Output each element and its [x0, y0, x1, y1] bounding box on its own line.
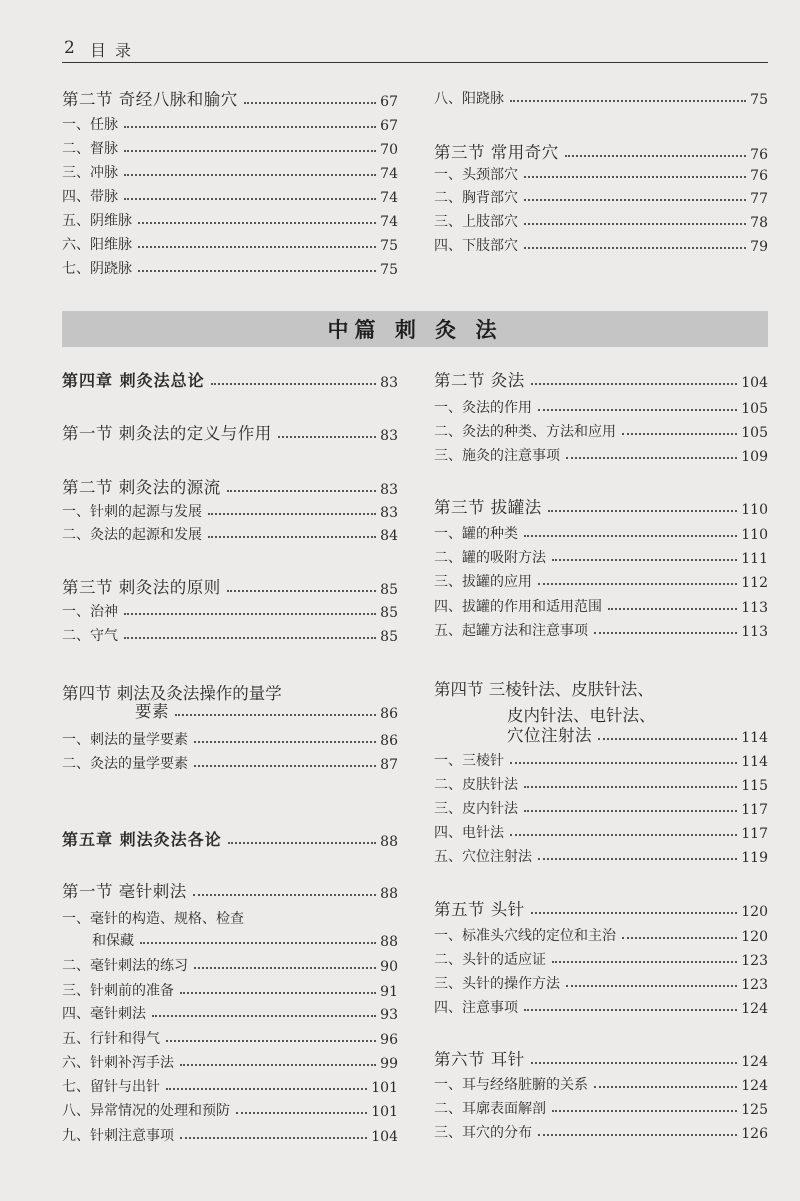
dot-leader [552, 559, 737, 561]
toc-entry-title: 三、上肢部穴 [434, 214, 518, 230]
dot-leader [598, 738, 737, 740]
toc-page-number: 112 [741, 575, 768, 591]
toc-page-number: 85 [380, 582, 398, 598]
toc-entry-title: 三、皮内针法 [434, 801, 518, 817]
toc-page-number: 123 [741, 977, 768, 993]
toc-item [434, 84, 768, 108]
dot-leader [140, 942, 376, 944]
toc-page-number: 109 [741, 449, 768, 465]
dot-leader [124, 174, 376, 176]
dot-leader [180, 992, 376, 994]
toc-page-number: 83 [380, 428, 398, 444]
toc-item [434, 770, 768, 794]
toc-entry-title: 三、耳穴的分布 [434, 1125, 532, 1141]
running-title: 目录 [90, 41, 141, 60]
toc-page-number: 120 [741, 929, 768, 945]
toc-entry-title: 一、任脉 [62, 117, 118, 133]
dot-leader [166, 1040, 376, 1042]
toc-entry-title: 第一节 毫针刺法 [62, 882, 187, 901]
toc-item [434, 183, 768, 207]
toc-page-number: 123 [741, 953, 768, 969]
toc-page-number: 113 [741, 624, 768, 640]
dot-leader [538, 583, 737, 585]
toc-item [434, 921, 768, 945]
dot-leader [138, 222, 376, 224]
dot-leader [124, 126, 376, 128]
toc-chapter [62, 367, 398, 391]
toc-entry-title: 九、针刺注意事项 [62, 1128, 174, 1144]
toc-page-number: 99 [380, 1056, 398, 1072]
toc-page-number: 120 [741, 904, 768, 920]
toc-page-number: 67 [380, 118, 398, 134]
toc-section [62, 86, 398, 110]
dot-leader [193, 894, 376, 896]
toc-page-number: 124 [741, 1054, 768, 1070]
toc-item [434, 1118, 768, 1142]
toc-page-number: 101 [371, 1080, 398, 1096]
toc-item [62, 597, 398, 621]
toc-item [62, 254, 398, 278]
toc-item [62, 951, 398, 975]
toc-page-number: 84 [380, 528, 398, 544]
dot-leader [278, 436, 376, 438]
dot-leader [524, 223, 746, 225]
toc-page-number: 86 [380, 706, 398, 722]
dot-leader [538, 858, 737, 860]
toc-item [434, 1070, 768, 1094]
toc-entry-title: 五、起罐方法和注意事项 [434, 623, 588, 639]
toc-page-number: 74 [380, 166, 398, 182]
toc-page-number: 119 [741, 850, 768, 866]
toc-entry-title: 三、头针的操作方法 [434, 976, 560, 992]
dot-leader [227, 490, 376, 492]
toc-item [62, 1096, 398, 1120]
toc-entry-title: 四、注意事项 [434, 1000, 518, 1016]
toc-item [434, 160, 768, 184]
toc-page-number: 87 [380, 757, 398, 773]
toc-page-number: 104 [741, 375, 768, 391]
toc-entry-title: 第一节 刺灸法的定义与作用 [62, 424, 272, 443]
toc-page-number: 101 [371, 1104, 398, 1120]
toc-entry-title: 二、皮肤针法 [434, 777, 518, 793]
toc-entry-title: 一、三棱针 [434, 753, 504, 769]
dot-leader [510, 762, 737, 764]
dot-leader [548, 510, 738, 512]
dot-leader [524, 247, 746, 249]
toc-item [434, 616, 768, 640]
toc-page-number: 113 [741, 600, 768, 616]
toc-page-number: 91 [380, 984, 398, 1000]
dot-leader [208, 536, 376, 538]
dot-leader [552, 1110, 737, 1112]
toc-item [62, 1072, 398, 1096]
dot-leader [138, 270, 376, 272]
toc-page-number: 93 [380, 1007, 398, 1023]
toc-entry-title: 第二节 灸法 [434, 371, 525, 390]
toc-page-number: 79 [750, 239, 768, 255]
toc-entry-title: 五、阴维脉 [62, 213, 132, 229]
toc-item [434, 543, 768, 567]
dot-leader [608, 608, 737, 610]
toc-section [62, 420, 398, 444]
toc-item [434, 567, 768, 591]
toc-item [434, 842, 768, 866]
toc-item [62, 520, 398, 544]
toc-entry-title: 四、下肢部穴 [434, 238, 518, 254]
toc-entry-title: 一、头颈部穴 [434, 167, 518, 183]
part-title: 中篇 刺 灸 法 [327, 317, 503, 342]
dot-leader [124, 637, 376, 639]
toc-page-number: 115 [741, 778, 768, 794]
dot-leader [194, 967, 376, 969]
dot-leader [538, 409, 737, 411]
toc-page-number: 83 [380, 375, 398, 391]
toc-item [434, 794, 768, 818]
toc-page-number: 86 [380, 733, 398, 749]
toc-entry-title: 五、穴位注射法 [434, 849, 532, 865]
dot-leader [594, 632, 737, 634]
dot-leader [227, 590, 376, 592]
toc-entry-title: 要素 [135, 702, 169, 721]
toc-item [434, 519, 768, 543]
toc-page-number: 78 [750, 215, 768, 231]
dot-leader [622, 937, 737, 939]
toc-entry-title: 一、刺法的量学要素 [62, 732, 188, 748]
toc-section-title: 第四节 刺法及灸法操作的量学 [62, 684, 282, 703]
dot-leader [124, 198, 376, 200]
toc-page-number: 124 [741, 1078, 768, 1094]
dot-leader [531, 383, 738, 385]
toc-entry-title: 五、行针和得气 [62, 1031, 160, 1047]
toc-page-number: 111 [741, 551, 768, 567]
toc-entry-title: 一、治神 [62, 604, 118, 620]
toc-page-number: 77 [750, 191, 768, 207]
toc-page-number: 70 [380, 142, 398, 158]
dot-leader [166, 1088, 367, 1090]
toc-page-number: 126 [741, 1126, 768, 1142]
toc-entry-title: 一、针刺的起源与发展 [62, 504, 202, 520]
dot-leader [622, 433, 737, 435]
toc-item [62, 621, 398, 645]
toc-item [62, 1048, 398, 1072]
toc-item [434, 207, 768, 231]
toc-entry-title: 第五节 头针 [434, 900, 525, 919]
toc-entry-title: 四、拔罐的作用和适用范围 [434, 599, 602, 615]
toc-entry-title: 二、灸法的种类、方法和应用 [434, 424, 616, 440]
toc-page-number: 88 [380, 834, 398, 850]
toc-page-number: 114 [741, 730, 768, 746]
toc-page-number: 88 [380, 934, 398, 950]
toc-entry-title: 和保藏 [92, 933, 134, 949]
toc-page-number: 104 [371, 1129, 398, 1145]
dot-leader [538, 1134, 737, 1136]
toc-entry-title: 八、异常情况的处理和预防 [62, 1103, 230, 1119]
toc-item [62, 206, 398, 230]
dot-leader [524, 1009, 737, 1011]
toc-entry-title: 二、灸法的起源和发展 [62, 527, 202, 543]
toc-page-number: 83 [380, 505, 398, 521]
dot-leader [510, 834, 737, 836]
dot-leader [531, 912, 738, 914]
dot-leader [152, 1015, 376, 1017]
toc-item [434, 746, 768, 770]
toc-entry-title: 一、罐的种类 [434, 526, 518, 542]
dot-leader [524, 535, 737, 537]
toc-page-number: 110 [741, 502, 768, 518]
dot-leader [510, 100, 746, 102]
toc-entry-title: 第二节 奇经八脉和腧穴 [62, 90, 238, 109]
toc-entry-title: 穴位注射法 [507, 726, 592, 745]
dot-leader [524, 199, 746, 201]
toc-entry-title: 第六节 耳针 [434, 1050, 525, 1069]
toc-entry-title: 七、留针与出针 [62, 1079, 160, 1095]
toc-item [62, 134, 398, 158]
toc-page-number: 124 [741, 1001, 768, 1017]
dot-leader [524, 810, 737, 812]
toc-entry-title: 四、毫针刺法 [62, 1006, 146, 1022]
dot-leader [594, 1086, 737, 1088]
toc-entry-title: 二、毫针刺法的练习 [62, 958, 188, 974]
toc-page-number: 88 [380, 886, 398, 902]
toc-entry-title: 二、胸背部穴 [434, 190, 518, 206]
toc-item [62, 1024, 398, 1048]
toc-entry-title: 第二节 刺灸法的源流 [62, 478, 221, 497]
dot-leader [180, 1137, 367, 1139]
dot-leader [524, 176, 746, 178]
dot-leader [524, 786, 737, 788]
part-banner [62, 311, 768, 347]
dot-leader [208, 513, 376, 515]
toc-page-number: 105 [741, 401, 768, 417]
toc-page-number: 85 [380, 605, 398, 621]
toc-item [434, 993, 768, 1017]
toc-section [434, 367, 768, 391]
toc-entry-title: 七、阴跷脉 [62, 261, 132, 277]
toc-entry-title: 二、耳廓表面解剖 [434, 1101, 546, 1117]
dot-leader [175, 714, 376, 716]
toc-entry-title: 三、冲脉 [62, 165, 118, 181]
dot-leader [180, 1064, 376, 1066]
toc-entry-title: 四、电针法 [434, 825, 504, 841]
toc-section-title: 皮内针法、电针法、 [507, 706, 656, 725]
toc-entry-title: 八、阳跷脉 [434, 91, 504, 107]
toc-entry-title: 二、罐的吸附方法 [434, 550, 546, 566]
toc-page-number: 96 [380, 1032, 398, 1048]
toc-entry-title: 四、带脉 [62, 189, 118, 205]
toc-item [62, 158, 398, 182]
toc-entry-title: 第三节 拔罐法 [434, 498, 542, 517]
toc-item [434, 592, 768, 616]
toc-page-number: 75 [380, 238, 398, 254]
toc-section [434, 896, 768, 920]
toc-page-number: 85 [380, 629, 398, 645]
toc-page-number: 114 [741, 754, 768, 770]
toc-page-number: 125 [741, 1102, 768, 1118]
toc-page-number: 74 [380, 214, 398, 230]
dot-leader [244, 102, 376, 104]
toc-page-number: 75 [380, 262, 398, 278]
toc-item [434, 417, 768, 441]
toc-entry-title: 二、守气 [62, 628, 118, 644]
toc-item [62, 749, 398, 773]
toc-item-text: 一、毫针的构造、规格、检查 [62, 911, 244, 927]
toc-entry-title: 二、头针的适应证 [434, 952, 546, 968]
toc-entry-title: 第三节 刺灸法的原则 [62, 578, 221, 597]
toc-item [62, 1121, 398, 1145]
toc-section [434, 1046, 768, 1070]
dot-leader [194, 741, 376, 743]
toc-page-number: 75 [750, 92, 768, 108]
toc-section [62, 878, 398, 902]
dot-leader [124, 150, 376, 152]
toc-entry-title: 三、施灸的注意事项 [434, 448, 560, 464]
toc-entry-title: 六、针刺补泻手法 [62, 1055, 174, 1071]
toc-item [434, 231, 768, 255]
toc-section-title: 第四节 三棱针法、皮肤针法、 [434, 680, 654, 699]
toc-page-number: 74 [380, 190, 398, 206]
toc-item [434, 393, 768, 417]
dot-leader [124, 613, 376, 615]
toc-item [62, 976, 398, 1000]
toc-section [62, 474, 398, 498]
toc-page-number: 76 [750, 147, 768, 163]
toc-entry-title: 第三节 常用奇穴 [434, 143, 559, 162]
toc-item [434, 818, 768, 842]
toc-item [62, 110, 398, 134]
dot-leader [236, 1112, 367, 1114]
dot-leader [194, 765, 376, 767]
toc-entry-title: 第四章 刺灸法总论 [62, 371, 205, 390]
toc-item [434, 1094, 768, 1118]
toc-page-number: 83 [380, 482, 398, 498]
toc-section [507, 722, 768, 746]
toc-entry-title: 二、灸法的量学要素 [62, 756, 188, 772]
toc-entry-title: 一、耳与经络脏腑的关系 [434, 1077, 588, 1093]
dot-leader [565, 155, 746, 157]
toc-item [92, 926, 398, 950]
toc-entry-title: 二、督脉 [62, 141, 118, 157]
toc-page-number: 105 [741, 425, 768, 441]
toc-item [62, 182, 398, 206]
toc-page-number: 76 [750, 168, 768, 184]
page-header [62, 36, 768, 63]
toc-section [135, 698, 398, 722]
toc-item [434, 969, 768, 993]
toc-page-number: 117 [741, 826, 768, 842]
toc-entry-title: 六、阳维脉 [62, 237, 132, 253]
toc-entry-title: 一、灸法的作用 [434, 400, 532, 416]
dot-leader [566, 457, 737, 459]
toc-entry-title: 一、标准头穴线的定位和主治 [434, 928, 616, 944]
toc-item [434, 945, 768, 969]
toc-page-number: 110 [741, 527, 768, 543]
dot-leader [211, 383, 377, 385]
dot-leader [138, 246, 376, 248]
page-number: 2 [64, 38, 75, 58]
toc-item [62, 725, 398, 749]
toc-item [434, 441, 768, 465]
toc-chapter [62, 826, 398, 850]
dot-leader [531, 1062, 738, 1064]
toc-entry-title: 第五章 刺法灸法各论 [62, 830, 222, 849]
toc-page-number: 117 [741, 802, 768, 818]
toc-entry-title: 三、拔罐的应用 [434, 574, 532, 590]
toc-item [62, 999, 398, 1023]
dot-leader [552, 961, 737, 963]
toc-entry-title: 三、针刺前的准备 [62, 983, 174, 999]
dot-leader [566, 985, 737, 987]
toc-page-number: 90 [380, 959, 398, 975]
toc-page-number: 67 [380, 94, 398, 110]
toc-item [62, 230, 398, 254]
toc-section [434, 494, 768, 518]
toc-item [62, 497, 398, 521]
dot-leader [228, 842, 377, 844]
toc-section [62, 574, 398, 598]
